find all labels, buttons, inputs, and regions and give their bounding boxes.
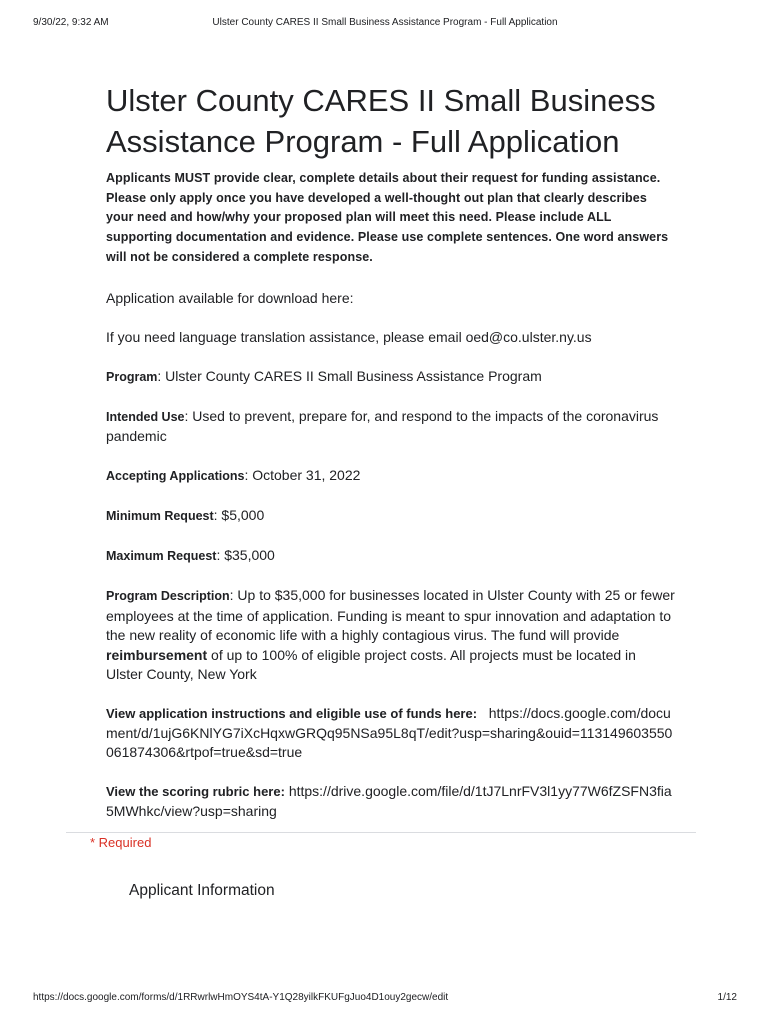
print-url: https://docs.google.com/forms/d/1RRwrlwHmOYS4tA-Y1Q28yilkFKUFgJuo4D1ouy2gecw/edit xyxy=(33,992,449,1003)
print-date: 9/30/22, 9:32 AM xyxy=(33,17,109,28)
description-text-1: : Up to $35,000 for businesses located in Ulster County with 25 or fewer employees at the time of application. Funding is meant to spur innovation and adaptation to the new reality of economic life with a highly contagious virus. The fund will provide xyxy=(106,587,675,644)
instructions-link-block xyxy=(106,704,676,763)
rubric-link-block xyxy=(106,782,676,821)
intended-use-info xyxy=(106,407,676,447)
required-note: * Required xyxy=(90,835,152,850)
download-text: Application available for download here: xyxy=(106,289,354,306)
intended-use-label: Intended Use xyxy=(106,409,185,424)
description-info xyxy=(106,586,676,685)
rubric-lead: View the scoring rubric here: xyxy=(106,784,285,800)
print-footer xyxy=(0,992,770,1008)
intended-use-value: : Used to prevent, prepare for, and respond to the impacts of the coronavirus pandemic xyxy=(106,407,659,445)
instructions-link[interactable]: https://docs.google.com/document/d/1ujG6KNlYG7iXcHqxwGRQq95NSa95L8qT/edit?usp=sharing&ouid=113149603550061874306&rtpof=true&sd=true xyxy=(106,705,673,761)
description-bold: reimbursement xyxy=(106,646,208,663)
print-title: Ulster County CARES II Small Business Assistance Program - Full Application xyxy=(212,17,558,28)
section-title: Applicant Information xyxy=(129,882,275,899)
form-header xyxy=(106,80,676,841)
accepting-value: : October 31, 2022 xyxy=(244,467,361,484)
program-label: Program xyxy=(106,369,158,384)
instructions-lead: View application instructions and eligible use of funds here: xyxy=(106,706,478,722)
print-header xyxy=(0,17,770,33)
minimum-info xyxy=(106,506,676,527)
maximum-value: : $35,000 xyxy=(216,547,275,564)
description-label: Program Description xyxy=(106,589,230,604)
minimum-value: : $5,000 xyxy=(213,507,265,524)
form-title: Ulster County CARES II Small Business Assistance Program - Full Application xyxy=(106,83,656,159)
accepting-label: Accepting Applications xyxy=(106,469,245,484)
form-intro: Applicants MUST provide clear, complete details about their request for funding assistance. Please only apply once you have developed a well-thought out plan that clearly describes your need and how/why your proposed plan will meet this need. Please include ALL supporting documentation and evidence. Please use complete sentences. One word answers will not be considered a complete response. xyxy=(106,171,669,264)
description-text-2: of up to 100% of eligible project costs. All projects must be located in Ulster County, New York xyxy=(106,646,636,683)
maximum-label: Maximum Request xyxy=(106,549,217,564)
minimum-label: Minimum Request xyxy=(106,509,214,524)
program-info xyxy=(106,367,676,388)
rubric-link[interactable]: https://drive.google.com/file/d/1tJ7LnrFV3l1yy77W6fZSFN3fia5MWhkc/view?usp=sharing xyxy=(106,783,672,819)
maximum-info xyxy=(106,546,676,567)
program-value: : Ulster County CARES II Small Business Assistance Program xyxy=(157,367,542,384)
translation-text: If you need language translation assistance, please email oed@co.ulster.ny.us xyxy=(106,328,592,345)
header-divider xyxy=(66,832,696,833)
accepting-info xyxy=(106,466,676,487)
print-page-number: 1/12 xyxy=(717,992,737,1003)
